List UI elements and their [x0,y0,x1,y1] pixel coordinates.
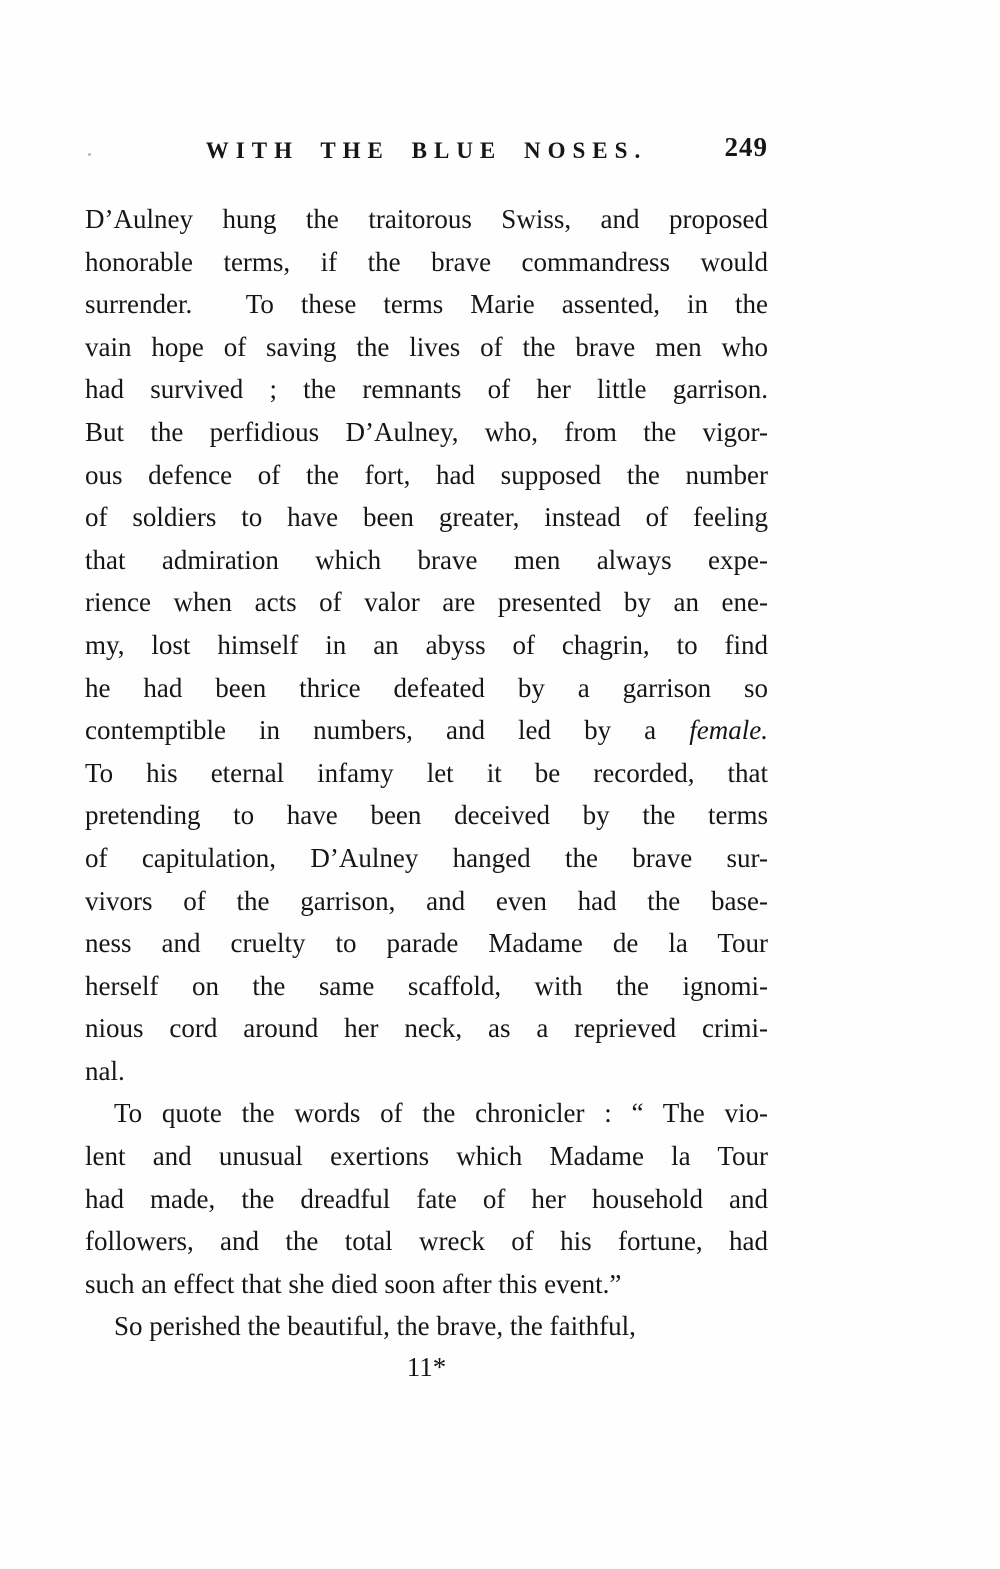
page-body [85,198,768,1348]
running-head [85,132,768,172]
text-segment: that admiration which brave men always expe- [85,544,768,575]
page-number: 249 [724,132,768,162]
text-line [85,1135,768,1178]
text-segment: surrender. To these terms Marie assented, in the [85,289,768,320]
text-segment: ous defence of the fort, had supposed the number [85,459,768,490]
text-segment: herself on the same scaffold, with the ignomi- [85,970,768,1001]
text-segment: had made, the dreadful fate of her household and [85,1183,768,1214]
text-line [85,454,768,497]
text-segment: had survived ; the remnants of her little garrison. [85,374,768,405]
text-segment: So perished the beautiful, the brave, the faithful, [114,1311,636,1342]
text-line [85,667,768,710]
text-segment: of capitulation, D’Aulney hanged the brave sur- [85,842,768,873]
text-segment: he had been thrice defeated by a garrison so [85,672,768,703]
text-segment: followers, and the total wreck of his fortune, had [85,1226,768,1257]
text-segment: nal. [85,1055,125,1086]
text-line [85,794,768,837]
text-line [85,837,768,880]
text-line [85,1178,768,1221]
text-line [85,241,768,284]
text-segment: my, lost himself in an abyss of chagrin, to find [85,629,768,660]
text-segment: To quote the words of the chronicler : “ The vio- [114,1098,768,1129]
text-line [85,709,768,752]
text-segment: such an effect that she died soon after this event.” [85,1268,622,1299]
text-line [85,1007,768,1050]
text-segment: To his eternal infamy let it be recorded, that [85,757,768,788]
text-segment: female. [689,715,768,746]
text-line [85,965,768,1008]
text-segment: D’Aulney hung the traitorous Swiss, and proposed [85,204,768,234]
text-line [85,411,768,454]
text-line [85,624,768,667]
text-segment: honorable terms, if the brave commandress would [85,246,768,277]
text-line [85,1263,768,1306]
text-segment: But the perfidious D’Aulney, who, from the vigor- [85,416,768,447]
text-segment: vivors of the garrison, and even had the base- [85,885,768,916]
text-segment: ness and cruelty to parade Madame de la Tour [85,928,768,959]
text-line [85,1092,768,1135]
text-line [85,1220,768,1263]
text-line [85,880,768,923]
text-line [85,198,768,241]
text-line [85,752,768,795]
signature-mark: 11* [406,1352,447,1382]
text-segment: pretending to have been deceived by the terms [85,800,768,831]
text-line [85,283,768,326]
text-line [85,496,768,539]
text-line [85,326,768,369]
text-line [85,1050,768,1093]
text-segment: vain hope of saving the lives of the brave men who [85,331,768,362]
text-line [85,1305,768,1348]
text-line [85,581,768,624]
text-line [85,539,768,582]
text-line [85,922,768,965]
text-line [85,368,768,411]
text-segment: rience when acts of valor are presented by an ene- [85,587,768,618]
text-segment: nious cord around her neck, as a reprieved crimi- [85,1013,768,1044]
text-segment: contemptible in numbers, and led by a [85,715,690,746]
text-segment: of soldiers to have been greater, instead of feeling [85,502,768,533]
text-segment: lent and unusual exertions which Madame la Tour [85,1141,768,1172]
running-head-title: WITH THE BLUE NOSES. [205,138,648,163]
